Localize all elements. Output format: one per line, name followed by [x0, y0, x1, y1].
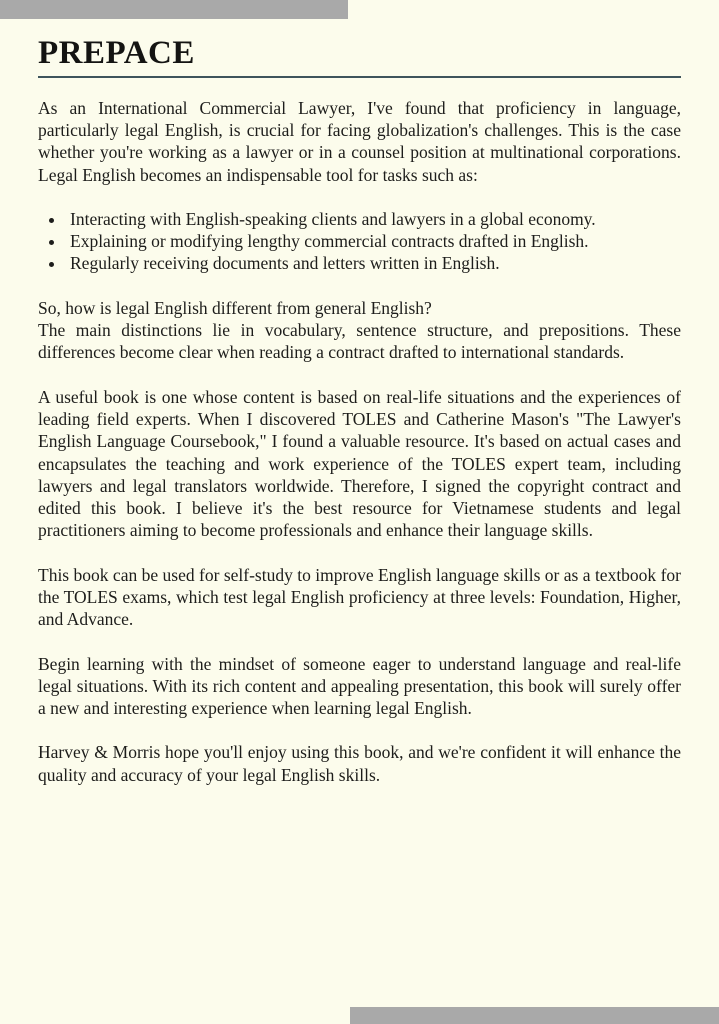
question-line: So, how is legal English different from general English?: [38, 297, 432, 318]
paragraph-useful-book: A useful book is one whose content is based on real-life situations and the experiences of leading field experts. When I discovered TOLES and Catherine Mason's "The Lawyer's English Language Coursebook," I found a valuable resource. It's based on actual cases and encapsulates the teaching and work experience of the TOLES expert team, including lawyers and legal translators worldwide. Therefore, I signed the copyright contract and edited this book. I believe it's the best resource for Vietnamese students and legal practitioners aiming to become professionals and enhance their language skills.: [38, 386, 681, 541]
paragraph-distinctions: [38, 297, 681, 364]
paragraph-closing: Harvey & Morris hope you'll enjoy using this book, and we're confident it will enhance the quality and accuracy of your legal English skills.: [38, 742, 681, 785]
list-item: • Explaining or modifying lengthy commercial contracts drafted in English.: [66, 230, 681, 252]
title-divider: [38, 76, 681, 78]
distinctions-text: The main distinctions lie in vocabulary, sentence structure, and prepositions. These differences become clear when reading a contract drafted to international standards.: [38, 320, 681, 363]
bottom-decoration-bar: [350, 1007, 719, 1024]
list-item: • Interacting with English-speaking clients and lawyers in a global economy.: [66, 208, 681, 230]
body-text: [38, 97, 681, 786]
page-title: PREPACE: [38, 35, 195, 71]
task-list: [38, 208, 681, 275]
paragraph-mindset: Begin learning with the mindset of someone eager to understand language and real-life legal situations. With its rich content and appealing presentation, this book will surely offer a new and interesting experience when learning legal English.: [38, 653, 681, 719]
list-item: • Regularly receiving documents and letters written in English.: [66, 252, 681, 274]
paragraph-intro: As an International Commercial Lawyer, I've found that proficiency in language, particularly legal English, is crucial for facing globalization's challenges. This is the case whether you're working as a lawyer or in a counsel position at multinational corporations. Legal English becomes an indispensable tool for tasks such as:: [38, 97, 681, 185]
page-content: [38, 36, 681, 786]
top-decoration-bar: [0, 0, 348, 19]
paragraph-self-study: This book can be used for self-study to improve English language skills or as a textbook for the TOLES exams, which test legal English proficiency at three levels: Foundation, Higher, and Advance.: [38, 564, 681, 630]
